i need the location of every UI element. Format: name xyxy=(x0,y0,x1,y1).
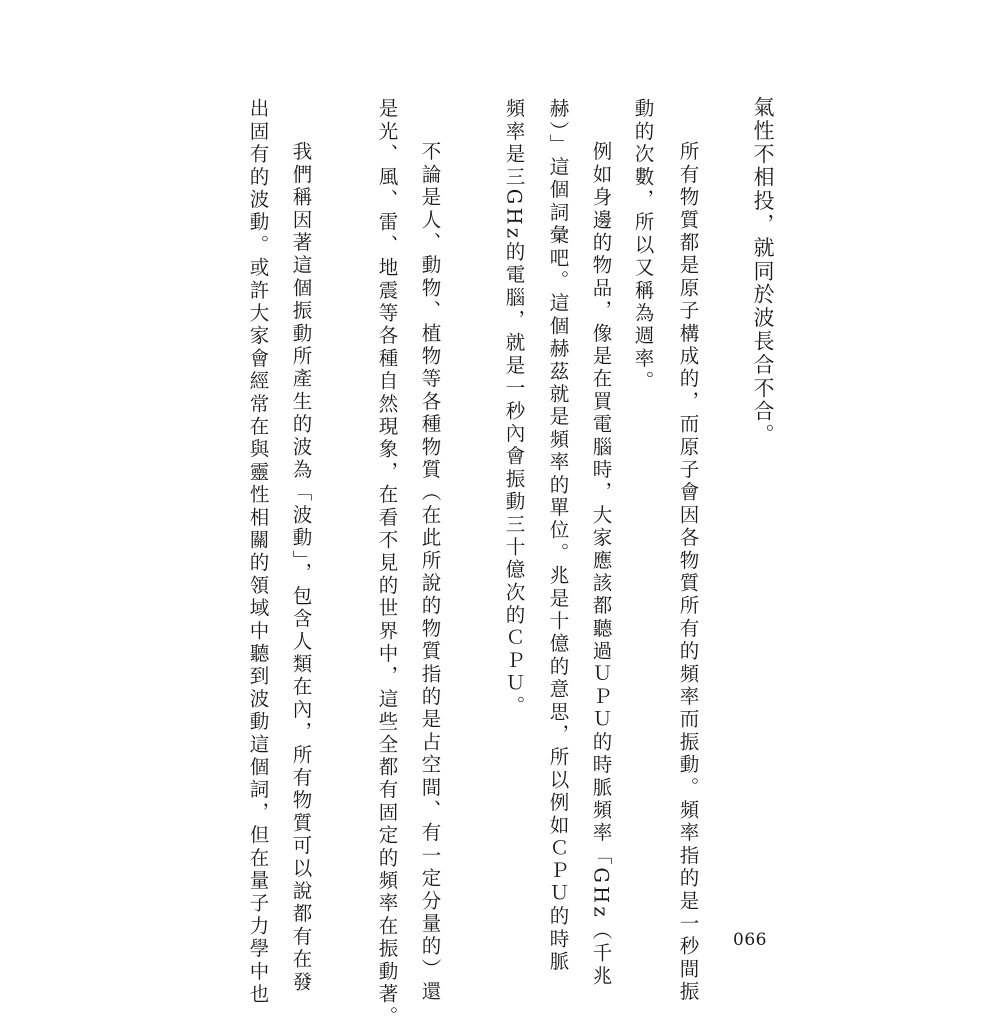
text-line-3: 例如身邊的物品，像是在買電腦時，大家應該都聽過ＵＰＵ的時脈頻率「GHz（千兆 xyxy=(589,141,613,988)
text-line-4: 赫）」這個詞彙吧。這個赫茲就是頻率的單位。兆是十億的意思，所以例如ＣＰＵ的時脈 xyxy=(546,98,570,974)
text-line-2: 動的次數，所以又稱為週率。 xyxy=(631,98,655,394)
page-number: 066 xyxy=(733,930,767,950)
section-heading: 氣性不相投，就同於波長合不合。 xyxy=(751,96,775,447)
text-line-7: 是光、風、雷、地震等各種自然現象，在看不見的世界中，這些全都有固定的頻率在振動著。 xyxy=(375,98,399,1029)
text-line-5: 頻率是三GHz的電腦，就是一秒內會振動三十億次的ＣＰＵ。 xyxy=(502,98,526,718)
text-line-6: 不論是人、動物、植物等各種物質（在此所說的物質指的是占空間、有一定分量的）還 xyxy=(418,141,442,1004)
text-line-8: 我們稱因著這個振動所產生的波為「波動」，包含人類在內，所有物質可以說都有在發 xyxy=(289,141,313,994)
text-line-1: 所有物質都是原子構成的，而原子會因各物質所有的頻率而振動。頻率指的是一秒間振 xyxy=(676,141,700,1004)
text-line-9: 出固有的波動。或許大家會經常在與靈性相關的領域中聽到波動這個詞，但在量子力學中也 xyxy=(246,98,270,1006)
